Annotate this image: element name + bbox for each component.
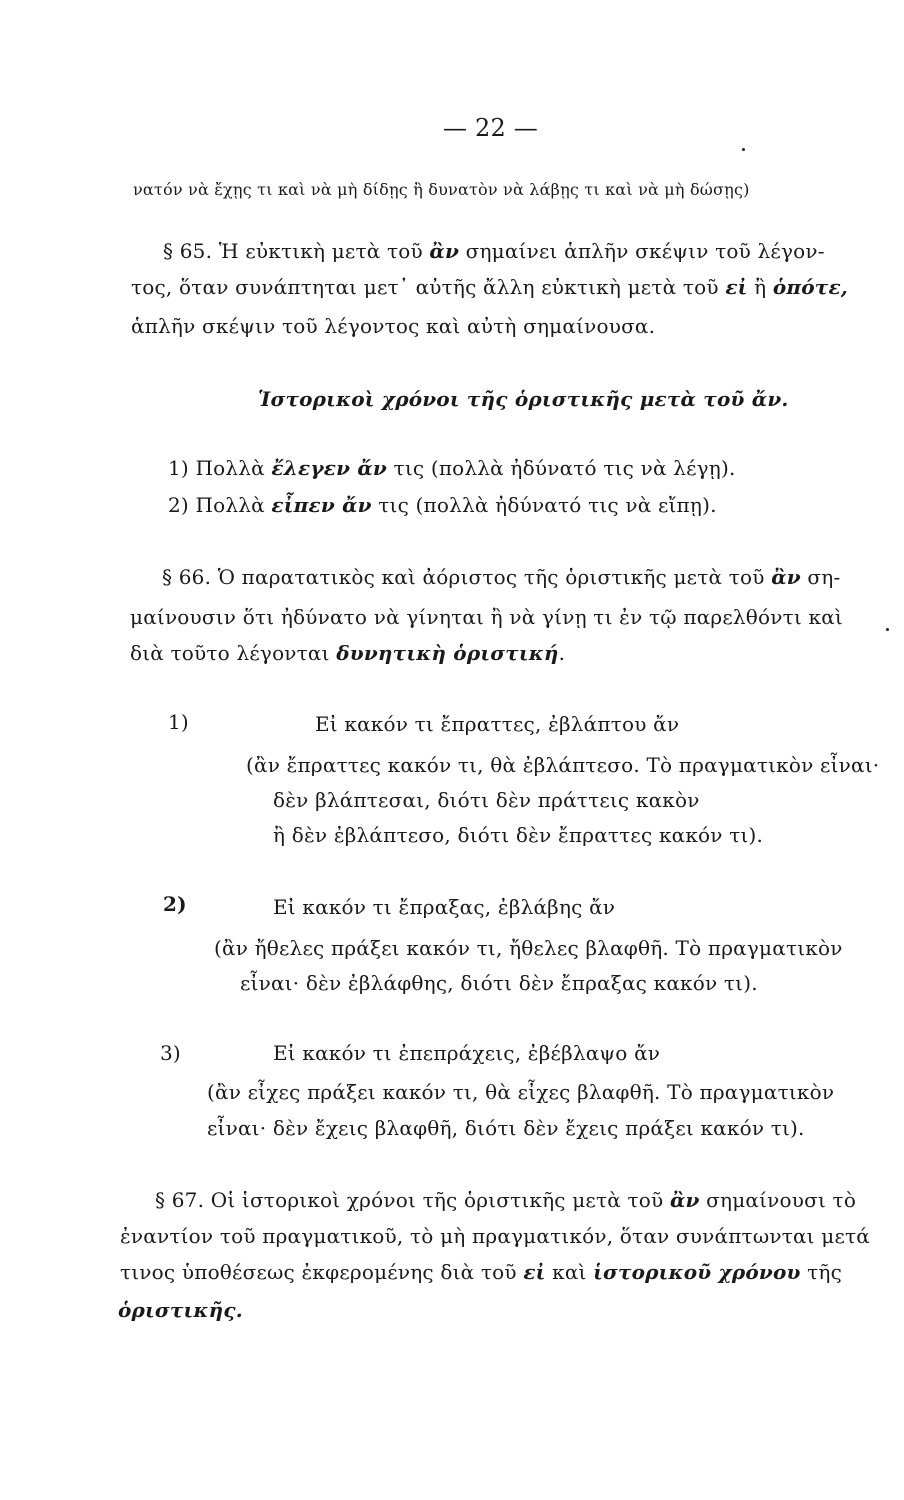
text-span: σημαίνει ἁπλῆν σκέψιν τοῦ λέγον- [459, 239, 825, 263]
text-span: 1) Πολλὰ [168, 456, 272, 480]
emphasis-span: δυνητικὴ ὁριστική [336, 641, 559, 665]
example-3-line-2: (ἂν εἶχες πράξει κακόν τι, θὰ εἶχες βλαφθῆ. Τὸ πραγματικὸν [207, 1080, 835, 1104]
emphasis-span: ἂν [669, 1188, 700, 1212]
section-66-line-3 [130, 640, 565, 666]
text-span: ση- [800, 565, 841, 589]
example-1-line-1: Εἰ κακόν τι ἔπραττες, ἐβλάπτου ἄν [315, 712, 680, 736]
example-2-line-2: (ἂν ἤθελες πράξει κακόν τι, ἤθελες βλαφθῆ. Τὸ πραγματικὸν [214, 936, 843, 960]
section-67-line-4: ὁριστικῆς. [118, 1298, 243, 1322]
scan-speck [886, 628, 889, 631]
emphasis-span: εἰ [725, 275, 748, 299]
text-span: τινος ὑποθέσεως ἐκφερομένης διὰ τοῦ [120, 1260, 524, 1284]
text-span: τῆς [800, 1260, 843, 1284]
carryover-line: νατόν νὰ ἔχῃς τι καὶ νὰ μὴ δίδῃς ἢ δυνατὸν νὰ λάβῃς τι καὶ νὰ μὴ δώσῃς) [133, 180, 750, 199]
text-span: τις (πολλὰ ἠδύνατό τις νὰ εἴπῃ). [371, 493, 717, 517]
page-number: — 22 — [443, 114, 538, 142]
example-line-1 [168, 455, 736, 481]
example-1-line-2: (ἂν ἔπραττες κακόν τι, θὰ ἐβλάπτεσο. Τὸ πραγματικὸν εἶναι· [246, 753, 880, 777]
section-66-line-2: μαίνουσιν ὅτι ἠδύνατο νὰ γίνηται ἢ νὰ γίνῃ τι ἐν τῷ παρελθόντι καὶ [130, 605, 843, 629]
example-3-line-1: Εἰ κακόν τι ἐπεπράχεις, ἐβέβλαψο ἄν [273, 1041, 661, 1065]
section-67-line-2: ἐναντίον τοῦ πραγματικοῦ, τὸ μὴ πραγματικόν, ὅταν συνάπτωνται μετά [120, 1224, 870, 1248]
text-span: σημαίνουσι τὸ [699, 1188, 857, 1212]
example-1-line-3: δὲν βλάπτεσαι, διότι δὲν πράττεις κακὸν [273, 788, 700, 812]
example-1-number: 1) [168, 710, 189, 734]
example-2-number: 2) [163, 892, 187, 916]
example-2-line-3: εἶναι· δὲν ἐβλάφθης, διότι δὲν ἔπραξας κακόν τι). [240, 971, 758, 995]
section-heading: Ἱστορικοὶ χρόνοι τῆς ὁριστικῆς μετὰ τοῦ ἄν. [258, 387, 789, 411]
emphasis-span: εἰ [523, 1260, 546, 1284]
text-span: καὶ [545, 1260, 594, 1284]
text-span: 2) Πολλὰ [168, 493, 272, 517]
section-66-line-1 [162, 564, 840, 590]
section-65-line-2 [131, 274, 848, 300]
emphasis-span: ἱστορικοῦ χρόνου [593, 1260, 801, 1284]
section-65-line-3: ἁπλῆν σκέψιν τοῦ λέγοντος καὶ αὐτὴ σημαίνουσα. [131, 314, 656, 338]
section-67-line-1 [155, 1187, 856, 1213]
example-3-number: 3) [160, 1041, 181, 1065]
scan-speck [742, 148, 745, 151]
text-span: τος, ὅταν συνάπτηται μετ᾿ αὐτῆς ἄλλη εὐκτικὴ μετὰ τοῦ [131, 275, 726, 299]
example-line-2 [168, 492, 717, 518]
example-2-line-1: Εἰ κακόν τι ἔπραξας, ἐβλάβης ἄν [273, 895, 616, 919]
emphasis-span: ὁπότε, [772, 275, 848, 299]
section-67-line-3 [120, 1259, 842, 1285]
section-65-line-1 [163, 238, 825, 264]
text-span: . [558, 641, 566, 665]
emphasis-span: ἔλεγεν ἄν [271, 456, 387, 480]
text-span: διὰ τοῦτο λέγονται [130, 641, 337, 665]
text-span: τις (πολλὰ ἠδύνατό τις νὰ λέγῃ). [387, 456, 736, 480]
text-span: § 65. Ἡ εὐκτικὴ μετὰ τοῦ [163, 239, 430, 263]
emphasis-span: εἶπεν ἄν [271, 493, 372, 517]
text-span: § 66. Ὁ παρατατικὸς καὶ ἀόριστος τῆς ὁριστικῆς μετὰ τοῦ [162, 565, 772, 589]
example-1-line-4: ἢ δὲν ἐβλάπτεσο, διότι δὲν ἔπραττες κακόν τι). [273, 823, 764, 847]
emphasis-span: ἂν [771, 565, 801, 589]
text-span: § 67. Οἱ ἱστορικοὶ χρόνοι τῆς ὁριστικῆς μετὰ τοῦ [155, 1188, 670, 1212]
emphasis-span: ἂν [429, 239, 460, 263]
example-3-line-3: εἶναι· δὲν ἔχεις βλαφθῆ, διότι δὲν ἔχεις πράξει κακόν τι). [207, 1116, 805, 1140]
text-span: ἢ [747, 275, 773, 299]
